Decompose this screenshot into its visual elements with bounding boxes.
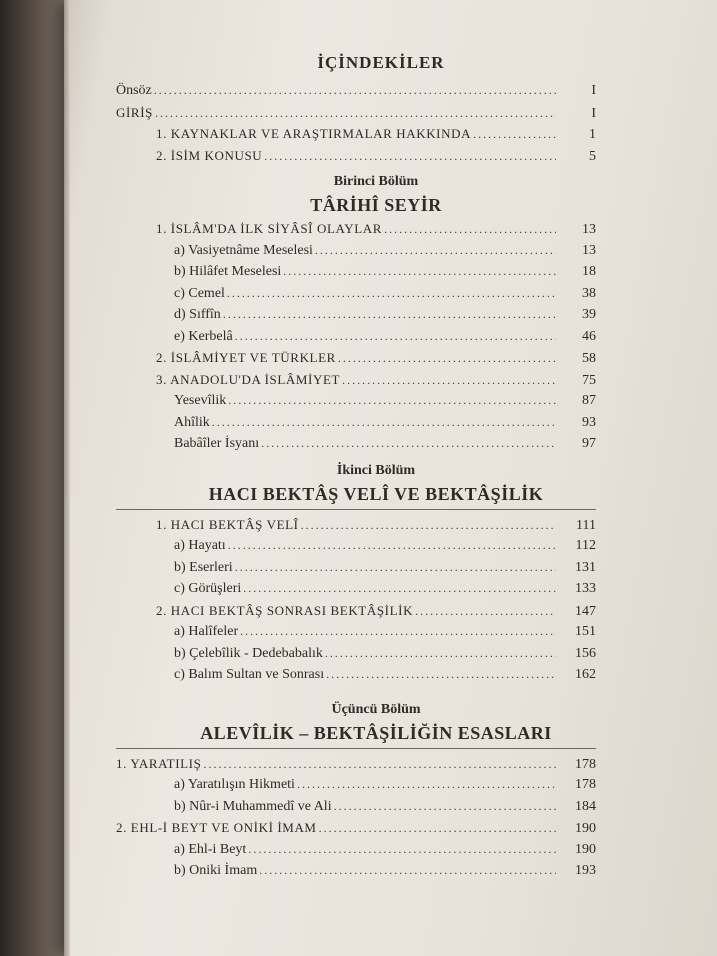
toc-entry-page-number: 5	[589, 148, 596, 164]
part-2-heading: İkinci Bölüm	[336, 462, 416, 478]
toc-entry-page-number: 18	[582, 264, 596, 279]
toc-entry-page-number: 151	[575, 624, 596, 639]
toc-entry-label: 1. İSLÂM'DA İLK SİYÂSÎ OLAYLAR	[156, 221, 383, 236]
dot-leader	[261, 433, 556, 455]
dot-leader	[325, 643, 556, 665]
toc-entry-label: 2. İSİM KONUSU	[156, 147, 263, 163]
toc-entry-label: Babâîler İsyanı	[174, 436, 260, 451]
toc-entry-page-number: 184	[575, 798, 596, 814]
toc-entry	[116, 304, 596, 326]
toc-entry-label: 1. KAYNAKLAR VE ARAŞTIRMALAR HAKKINDA	[156, 126, 472, 141]
toc-entry	[116, 390, 596, 412]
toc-entry	[116, 796, 596, 818]
part-1-title: TÂRİHÎ SEYİR	[310, 195, 442, 215]
dot-leader	[473, 124, 556, 146]
toc-entry-label: a) Hayatı	[174, 538, 226, 553]
toc-entry	[116, 664, 596, 686]
toc-entry-page-number: 13	[582, 222, 596, 237]
dot-leader	[228, 390, 556, 412]
toc-entry	[116, 774, 596, 796]
toc-entry-page-number: 39	[582, 307, 596, 322]
toc-entry	[116, 535, 596, 557]
toc-entry	[116, 326, 596, 348]
toc-entry-label: 3. ANADOLU'DA İSLÂMİYET	[156, 371, 341, 387]
toc-entry-page-number: 1	[589, 127, 596, 142]
dot-leader	[259, 860, 556, 882]
toc-entry-label: c) Görüşleri	[174, 581, 242, 596]
toc-entry-page-number: 97	[582, 436, 596, 451]
dot-leader	[384, 219, 556, 241]
dot-leader	[223, 304, 556, 326]
toc-entry-page-number: I	[591, 105, 596, 121]
toc-entry	[116, 240, 596, 262]
toc-entry-label: e) Kerbelâ	[174, 328, 233, 344]
dot-leader	[227, 283, 556, 305]
toc-entry-label: a) Ehl-i Beyt	[174, 841, 247, 857]
toc-entry	[116, 514, 596, 536]
dot-leader	[155, 103, 556, 125]
toc-entry-label: d) Sıffîn	[174, 307, 221, 322]
dot-leader	[297, 774, 556, 796]
dot-leader	[235, 557, 556, 579]
toc-entry-page-number: 193	[575, 863, 596, 878]
toc-entry-label: GİRİŞ	[116, 104, 153, 120]
part-2-title: HACI BEKTÂŞ VELÎ VE BEKTÂŞİLİK	[208, 483, 544, 504]
toc-entry-page-number: 147	[575, 603, 596, 619]
dot-leader	[228, 535, 556, 557]
dot-leader	[212, 412, 556, 434]
toc-entry	[116, 102, 596, 124]
toc-entry	[116, 123, 596, 145]
toc-entry-page-number: 162	[575, 667, 596, 682]
toc-entry	[116, 578, 596, 600]
dot-leader	[154, 80, 556, 102]
toc-entry-label: b) Nûr-i Muhammedî ve Ali	[174, 798, 332, 814]
dot-leader	[301, 515, 556, 537]
toc-entry-label: a) Yaratılışın Hikmeti	[174, 777, 295, 792]
dot-leader	[334, 796, 556, 818]
toc-entry-label: Yesevîlik	[174, 393, 227, 408]
dot-leader	[240, 621, 556, 643]
toc-entry-label: b) Hilâfet Meselesi	[174, 264, 282, 279]
part-3-rule	[116, 748, 596, 749]
dot-leader	[283, 261, 556, 283]
dot-leader	[342, 370, 556, 392]
part-3-title: ALEVÎLİK – BEKTÂŞİLİĞİN ESASLARI	[200, 722, 552, 743]
toc-entry-label: 1. YARATILIŞ	[116, 755, 202, 771]
part-1-entries	[116, 218, 596, 455]
dot-leader	[248, 839, 556, 861]
toc-entry-label: Ahîlik	[174, 414, 210, 430]
toc-entry	[116, 643, 596, 665]
dot-leader	[415, 601, 556, 623]
toc-entry	[116, 412, 596, 434]
toc-entry	[116, 557, 596, 579]
toc-entry-page-number: 178	[575, 777, 596, 792]
toc-entry-page-number: 190	[575, 841, 596, 857]
toc-entry-page-number: 190	[575, 821, 596, 836]
toc-entry-page-number: 112	[575, 538, 596, 553]
toc-entry	[116, 600, 596, 622]
toc-entry-label: c) Cemel	[174, 285, 225, 301]
toc-entry-label: 2. EHL-İ BEYT VE ONİKİ İMAM	[116, 820, 317, 835]
toc-entry-label: a) Halîfeler	[174, 624, 239, 639]
part-3-heading: Üçüncü Bölüm	[331, 701, 421, 717]
toc-entry	[116, 433, 596, 455]
toc-entry-page-number: 38	[582, 285, 596, 301]
toc-entry-page-number: 133	[575, 581, 596, 596]
toc-entry	[116, 369, 596, 391]
toc-entry-label: c) Balım Sultan ve Sonrası	[174, 667, 325, 682]
toc-entry-page-number: 58	[582, 351, 596, 366]
toc-entry-page-number: 75	[582, 372, 596, 388]
part-1-heading: Birinci Bölüm	[333, 174, 419, 189]
table-of-contents	[116, 52, 596, 882]
toc-entry	[116, 753, 596, 775]
part-2-entries	[116, 514, 596, 686]
dot-leader	[235, 326, 556, 348]
toc-entry-label: 2. İSLÂMİYET VE TÜRKLER	[156, 350, 336, 365]
toc-entry-label: Önsöz	[116, 83, 152, 98]
toc-entry-label: 1. HACI BEKTÂŞ VELÎ	[156, 516, 299, 532]
toc-entry	[116, 261, 596, 283]
dot-leader	[315, 240, 556, 262]
toc-entry-page-number: 46	[582, 328, 596, 344]
dot-leader	[264, 146, 556, 168]
toc-title: İÇİNDEKİLER	[317, 53, 445, 72]
toc-entry-page-number: 93	[582, 414, 596, 430]
toc-entry-page-number: 111	[576, 517, 596, 533]
toc-entry-label: b) Oniki İmam	[174, 863, 258, 878]
dot-leader	[203, 754, 556, 776]
toc-entry	[116, 817, 596, 839]
toc-entry-page-number: 87	[582, 393, 596, 408]
toc-entry	[116, 145, 596, 167]
toc-entry-page-number: 178	[575, 756, 596, 772]
toc-entry-label: 2. HACI BEKTÂŞ SONRASI BEKTÂŞİLİK	[156, 602, 414, 618]
toc-entry	[116, 839, 596, 861]
toc-entry-page-number: 131	[575, 559, 596, 575]
toc-entry	[116, 80, 596, 102]
dot-leader	[338, 348, 556, 370]
toc-entry-page-number: 156	[575, 645, 596, 661]
toc-entry-label: b) Eserleri	[174, 559, 233, 575]
dot-leader	[243, 578, 556, 600]
dot-leader	[319, 818, 556, 840]
toc-entry	[116, 283, 596, 305]
part-3-entries	[116, 753, 596, 882]
toc-front-matter	[116, 80, 596, 166]
toc-entry	[116, 347, 596, 369]
dot-leader	[326, 664, 556, 686]
toc-entry-label: b) Çelebîlik - Dedebabalık	[174, 645, 323, 661]
toc-entry-page-number: I	[591, 83, 596, 98]
part-2-rule	[116, 509, 596, 510]
toc-entry	[116, 621, 596, 643]
toc-entry-label: a) Vasiyetnâme Meselesi	[174, 242, 313, 258]
toc-entry	[116, 218, 596, 240]
toc-entry	[116, 860, 596, 882]
toc-entry-page-number: 13	[582, 242, 596, 258]
page-edge	[64, 0, 70, 956]
